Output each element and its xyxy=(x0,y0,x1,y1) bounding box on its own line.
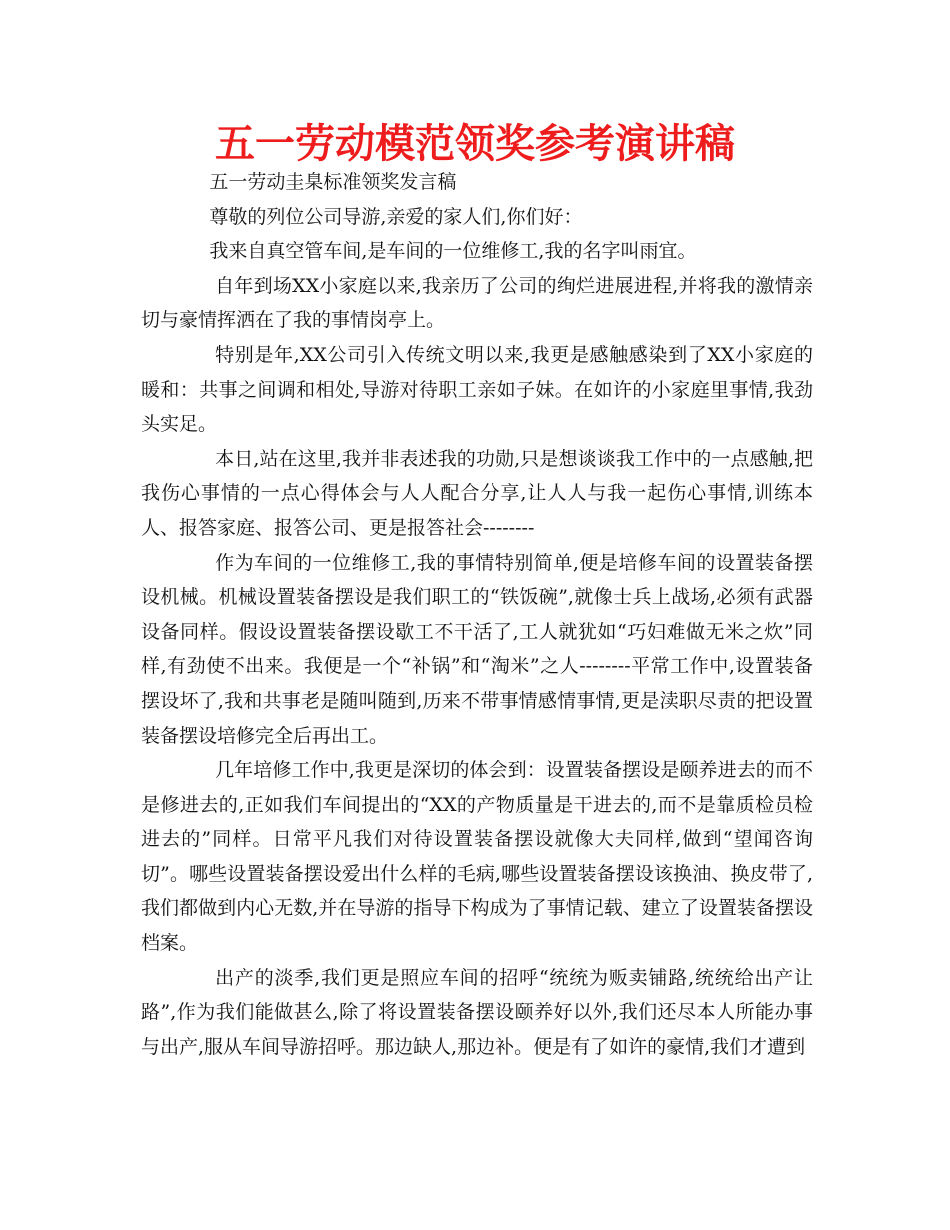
paragraph: 特别是年,XX公司引入传统文明以来,我更是感触感染到了XX小家庭的暖和：共事之间调和相处,导游对待职工亲如子妹。在如许的小家庭里事情,我劲头实足。 xyxy=(141,343,813,436)
paragraph: 出产的淡季,我们更是照应车间的招呼“统统为贩卖铺路,统统给出产让路”,作为我们能做甚么,除了将设置装备摆设颐养好以外,我们还尽本人所能办事与出产,服从车间导游招呼。那边缺人,那边补。便是有了如许的豪情,我们才遭到 xyxy=(141,966,813,1058)
paragraph: 作为车间的一位维修工,我的事情特别简单,便是培修车间的设置装备摆设机械。机械设置装备摆设是我们职工的“铁饭碗”,就像士兵上战场,必须有武器设备同样。假设设置装备摆设歇工不干活了,工人就犹如“巧妇难做无米之炊”同样,有劲使不出来。我便是一个“补锅”和“淘米”之人--------平常工作中,设置装备摆设坏了,我和共事老是随叫随到,历来不带事情感情事情,更是渎职尽责的把设置装备摆设培修完全后再出工。 xyxy=(141,551,813,747)
document-title: 五一劳动模范领奖参考演讲稿 xyxy=(215,121,735,167)
paragraph-introduction: 我来自真空管车间,是车间的一位维修工,我的名字叫雨宜。 xyxy=(209,240,697,263)
document-body xyxy=(141,165,813,1064)
paragraph: 本日,站在这里,我并非表述我的功勋,只是想谈谈我工作中的一点感触,把我伤心事情的一点心得体会与人人配合分享,让人人与我一起伤心事情,训练本人、报答家庭、报答公司、更是报答社会-------- xyxy=(141,447,813,539)
paragraph: 几年培修工作中,我更是深切的体会到：设置装备摆设是颐养进去的而不是修进去的,正如我们车间提出的“XX的产物质量是干进去的,而不是靠质检员检进去的”同样。日常平凡我们对待设置装备摆设就像大夫同样,做到“望闻咨询切”。哪些设置装备摆设爱出什么样的毛病,哪些设置装备摆设该换油、换皮带了,我们都做到内心无数,并在导游的指导下构成为了事情记载、建立了设置装备摆设档案。 xyxy=(141,759,813,955)
paragraph: 自年到场XX小家庭以来,我亲历了公司的绚烂进展进程,并将我的激情亲切与豪情挥洒在了我的事情岗亭上。 xyxy=(141,274,813,332)
paragraph-subtitle: 五一劳动圭臬标准领奖发言稿 xyxy=(209,171,457,193)
paragraph-salutation: 尊敬的列位公司导游,亲爱的家人们,你们好： xyxy=(209,205,583,228)
